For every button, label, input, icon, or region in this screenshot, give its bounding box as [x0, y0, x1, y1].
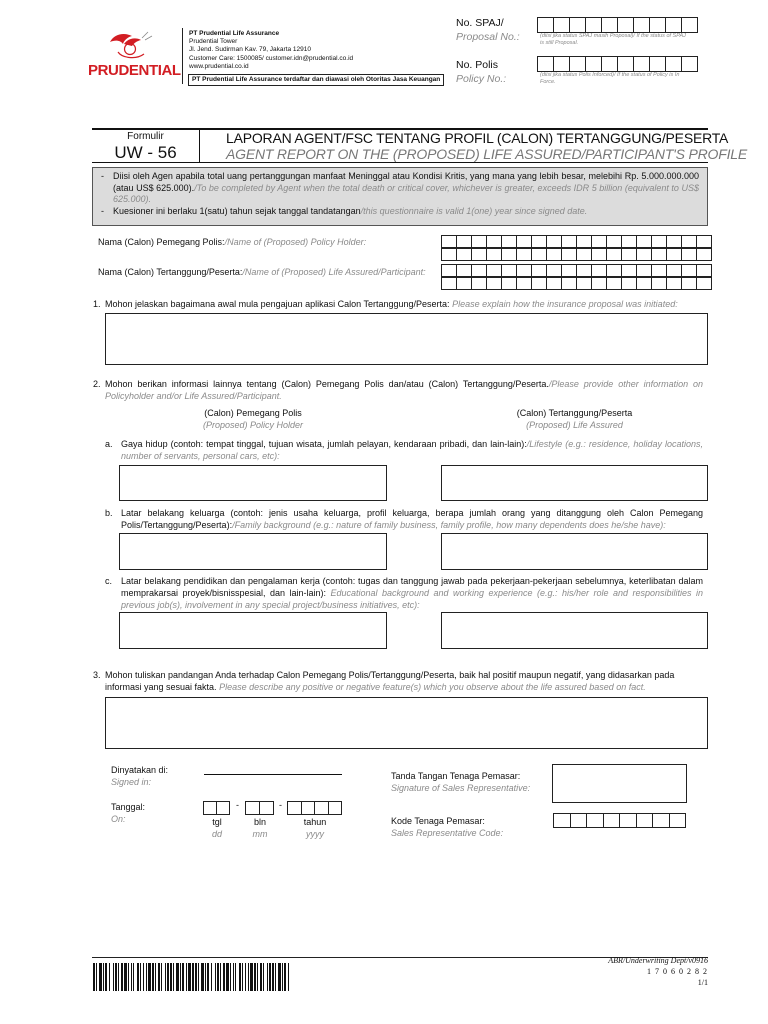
spaj-number-input[interactable] [537, 17, 698, 33]
footer-dept: ABR/Underwriting Dept/v0916 [608, 956, 708, 965]
year-caption-en: yyyy [306, 829, 324, 839]
spaj-label: No. SPAJ/ [456, 17, 504, 29]
col-holder-header [119, 407, 387, 431]
signature-box[interactable] [552, 764, 687, 803]
company-address-block [189, 30, 353, 71]
policy-number-input[interactable] [537, 56, 698, 72]
q1-answer-box[interactable] [105, 313, 708, 365]
date-month-input[interactable] [245, 801, 274, 815]
policy-label: No. Polis [456, 59, 499, 71]
prudential-logo-figure [88, 28, 178, 62]
holder-name-label-id: Nama (Calon) Pemegang Polis: [98, 237, 225, 247]
footer-page: 1/1 [697, 978, 708, 987]
holder-name-label [98, 236, 366, 248]
holder-name-label-en: /Name of (Proposed) Policy Holder: [224, 237, 367, 247]
q2a-label: a. [105, 439, 113, 449]
notice-item-2-text-en: /this questionnaire is valid 1(one) year since signed date. [360, 205, 588, 216]
form-code: UW - 56 [114, 143, 177, 162]
assured-name-label-id: Nama (Calon) Tertanggung/Peserta: [98, 267, 243, 277]
q2a-text [121, 438, 703, 462]
q2a-text-id: Gaya hidup (contoh: tempat tinggal, tujuan wisata, jumlah pelayan, kendaraan pribadi, dan lain-lain): [121, 439, 527, 449]
q2-text-en: /Please provide other information on Policyholder and/or Life Assured/Participant. [105, 379, 703, 401]
company-building: Prudential Tower [189, 38, 238, 46]
date-day-input[interactable] [203, 801, 230, 815]
month-caption-id: bln [253, 817, 266, 827]
q2c-holder-answer[interactable] [119, 612, 387, 649]
holder-name-input-row-2[interactable] [441, 248, 712, 261]
q2c-text-id: Latar belakang pendidikan dan pengalaman kerja (contoh: tugas dan tanggung jawab pada pekerjaan-pekerjaan sebelumnya, keterlibatan dalam memprakarsai proyek/bisnisspesial, dan lain-lain): [121, 576, 703, 598]
notice-bullet: - [101, 171, 104, 181]
spaj-note: (diisi jika status SPAJ masih Proposal)/ If the status of SPAJ is still Proposal. [540, 33, 686, 46]
q3-text [105, 669, 703, 693]
q2-text [105, 378, 703, 402]
month-caption [240, 816, 280, 840]
q2b-label: b. [105, 508, 113, 518]
q1-number: 1. [93, 299, 101, 309]
agent-code-label-en: Sales Representative Code: [391, 828, 504, 838]
q2b-holder-answer[interactable] [119, 533, 387, 570]
q3-text-en: Please describe any positive or negative feature(s) which you observe about the life assured based on fact. [216, 682, 646, 692]
q2c-label: c. [105, 576, 113, 586]
date-label: Tanggal: [111, 802, 146, 812]
q2b-text-en: /Family background (e.g.: nature of family business, family profile, how many dependents does he/she have): [232, 520, 666, 530]
col-holder-title: (Calon) Pemegang Polis [204, 408, 302, 418]
day-caption-id: tgl [212, 817, 222, 827]
company-customer-care: Customer Care: 1500085/ customer.idn@prudential.co.id [189, 54, 354, 62]
notice-item-1-text-en: /To be completed by Agent when the total death or critical cover, whichever is greater, exceeds IDR 5 billion (equivalent to US$ 625.000). [113, 182, 699, 204]
policy-note: (diisi jika status Polis Inforced)/ If the status of Policy is In Force. [540, 72, 680, 85]
company-website: www.prudential.co.id [189, 62, 249, 70]
company-name: PT Prudential Life Assurance [189, 30, 280, 37]
q3-text-id: Mohon tuliskan pandangan Anda terhadap Calon Pemegang Polis/Tertanggung/Peserta, baik hal positif maupun negatif, yang didasarkan pada informasi yang sesuai fakta. [105, 670, 675, 692]
notice-bullet: - [101, 205, 104, 216]
q2b-text-id: Latar belakang keluarga (contoh: jenis usaha keluarga, profil keluarga, berapa jumlah orang yang ditanggung oleh Calon Pemegang Polis/Tertanggung/Peserta): [121, 508, 703, 530]
year-caption-id: tahun [303, 817, 327, 827]
barcode [93, 963, 290, 991]
spaj-label-en: Proposal No.: [456, 31, 520, 43]
policy-label-en: Policy No.: [456, 73, 507, 85]
q2c-text [121, 575, 703, 611]
signed-in-line[interactable] [204, 774, 342, 775]
q2b-text [121, 507, 703, 531]
q2b-assured-answer[interactable] [441, 533, 708, 570]
regulator-statement: PT Prudential Life Assurance terdaftar dan diawasi oleh Otoritas Jasa Keuangan [188, 74, 444, 86]
q1-text-en: Please explain how the insurance proposal was initiated: [449, 299, 678, 309]
q3-answer-box[interactable] [105, 697, 708, 749]
q3-number: 3. [93, 670, 101, 680]
q2a-assured-answer[interactable] [441, 465, 708, 501]
signature-label-en: Signature of Sales Representative: [391, 783, 531, 793]
date-year-input[interactable] [287, 801, 342, 815]
col-assured-header [441, 407, 708, 431]
q1-text [105, 298, 715, 310]
footer-number: 1 7 0 6 0 2 8 2 [647, 967, 708, 976]
page-title: LAPORAN AGENT/FSC TENTANG PROFIL (CALON) TERTANGGUNG/PESERTA [226, 130, 729, 146]
col-assured-title: (Calon) Tertanggung/Peserta [516, 408, 633, 418]
assured-name-input[interactable] [441, 264, 712, 277]
q2a-holder-answer[interactable] [119, 465, 387, 501]
assured-name-input-row-2[interactable] [441, 277, 712, 290]
date-separator: - [236, 800, 239, 810]
notice-item-2 [101, 206, 699, 218]
agent-code-input[interactable] [553, 813, 686, 828]
assured-name-label [98, 266, 426, 278]
q2c-text-en: Educational background and working experience (e.g.: his/her role and responsibilities in previous job(s), involvement in any special project/business initiatives, etc): [121, 588, 703, 610]
month-caption-en: mm [252, 829, 268, 839]
notice-box [92, 167, 708, 226]
notice-item-2-text: Kuesioner ini berlaku 1(satu) tahun sejak tanggal tandatangan [113, 205, 361, 216]
page-title-en: AGENT REPORT ON THE (PROPOSED) LIFE ASSURED/PARTICIPANT'S PROFILE [226, 146, 747, 162]
company-address: Jl. Jend. Sudirman Kav. 79, Jakarta 12910 [189, 46, 312, 54]
notice-item-1 [101, 171, 699, 206]
q2-number: 2. [93, 379, 101, 389]
notice-item-1-text: Diisi oleh Agen apabila total uang pertanggungan manfaat Meninggal atau Kondisi Kritis, yang mana yang lebih besar, melebihi Rp. 5.000.000.000 (atau US$ 625.000). [113, 171, 699, 193]
logo-wordmark: PRUDENTIAL [88, 62, 181, 79]
logo-divider [182, 28, 183, 84]
signature-label: Tanda Tangan Tenaga Pemasar: [391, 771, 521, 781]
title-divider [199, 130, 200, 162]
q2a-text-en: /Lifestyle (e.g.: residence, holiday locations, number of servants, personal cars, etc): [121, 439, 704, 461]
date-separator: - [279, 800, 282, 810]
col-assured-title-en: (Proposed) Life Assured [526, 420, 623, 430]
col-holder-title-en: (Proposed) Policy Holder [202, 420, 304, 430]
day-caption [197, 816, 237, 840]
agent-code-label: Kode Tenaga Pemasar: [391, 816, 485, 826]
year-caption [292, 816, 338, 840]
signed-in-label: Dinyatakan di: [111, 765, 169, 775]
date-label-en: On: [111, 814, 126, 824]
signed-in-label-en: Signed in: [111, 777, 152, 787]
q2c-assured-answer[interactable] [441, 612, 708, 649]
holder-name-input[interactable] [441, 235, 712, 248]
form-label: Formulir [127, 131, 164, 142]
q1-text-id: Mohon jelaskan bagaimana awal mula pengajuan aplikasi Calon Tertanggung/Peserta: [105, 299, 450, 309]
day-caption-en: dd [211, 829, 222, 839]
q2-text-id: Mohon berikan informasi lainnya tentang (Calon) Pemegang Polis dan/atau (Calon) Tertanggung/Peserta. [105, 379, 549, 389]
assured-name-label-en: /Name of (Proposed) Life Assured/Participant: [242, 267, 426, 277]
